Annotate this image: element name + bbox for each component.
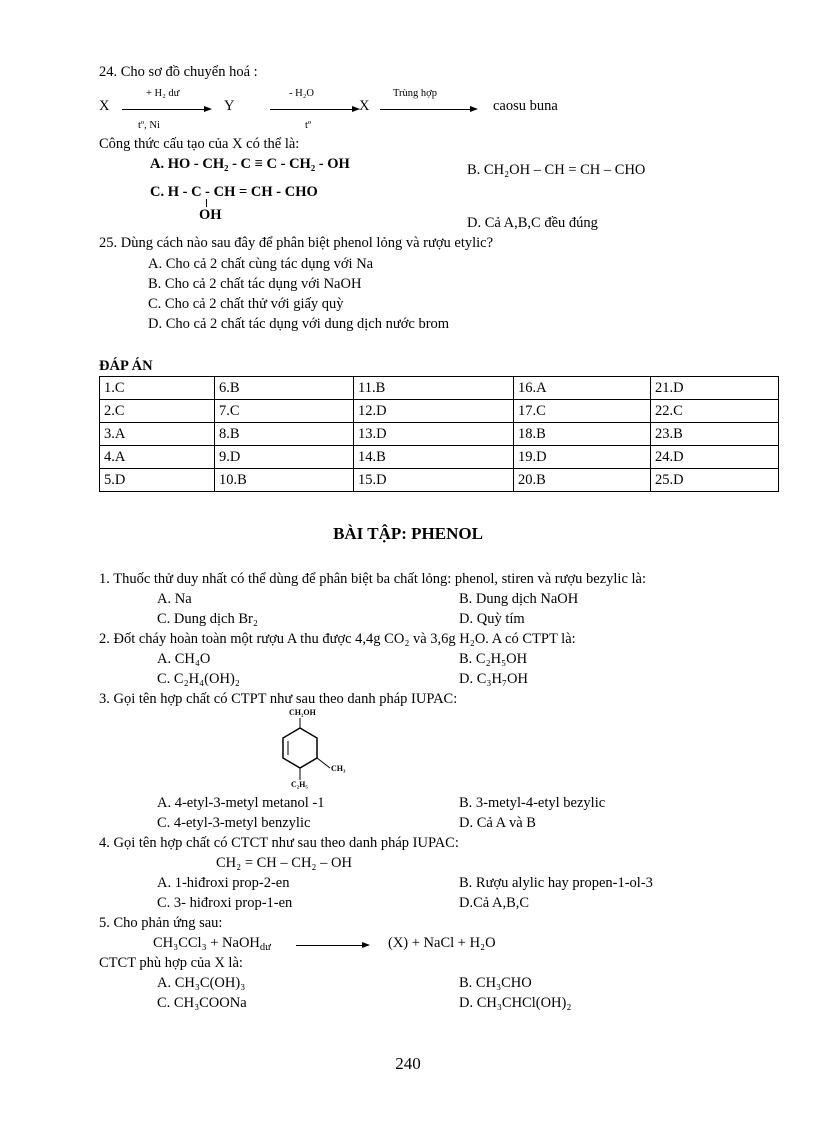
answer-cell: 5.D — [100, 469, 215, 492]
q24-option-a: A. HO - CH₂ - C ≡ C - CH₂ - OH — [150, 156, 350, 172]
answer-cell: 20.B — [514, 469, 651, 492]
q24-x1: X — [99, 98, 110, 114]
q24-y: Y — [224, 98, 235, 114]
q25-option-d: D. Cho cả 2 chất tác dụng với dung dịch nước brom — [148, 316, 450, 332]
answer-cell: 3.A — [100, 423, 215, 446]
p3-option-c: C. 4-etyl-3-metyl benzylic — [157, 815, 311, 831]
p1-stem: 1. Thuốc thử duy nhất có thể dùng để phân biệt ba chất lỏng: phenol, stiren và rượu bezylic là: — [99, 571, 646, 587]
answer-cell: 21.D — [651, 377, 779, 400]
section-title: BÀI TẬP: PHENOL — [333, 524, 483, 543]
q25-option-a: A. Cho cả 2 chất cùng tác dụng với Na — [148, 256, 374, 272]
p2-option-b: B. C₂H₅OH — [459, 651, 528, 667]
q24-stem: 24. Cho sơ đồ chuyển hoá : — [99, 64, 258, 80]
p2-option-a: A. CH₄O — [157, 651, 211, 667]
p4-option-a: A. 1-hiđroxi prop-2-en — [157, 875, 290, 891]
p3-option-b: B. 3-metyl-4-etyl bezylic — [459, 795, 606, 811]
answer-cell: 7.C — [215, 400, 354, 423]
p5-question: CTCT phù hợp của X là: — [99, 955, 243, 971]
p5-rhs: (X) + NaCl + H₂O — [388, 935, 496, 951]
answer-row — [100, 423, 779, 446]
answer-cell: 23.B — [651, 423, 779, 446]
q25-option-c: C. Cho cả 2 chất thử với giấy quỳ — [148, 296, 344, 312]
p5-stem: 5. Cho phản ứng sau: — [99, 915, 223, 931]
q24-arrow2-top: - H₂O — [289, 88, 314, 99]
p5-arrow — [296, 945, 368, 946]
answer-cell: 17.C — [514, 400, 651, 423]
q25-option-b: B. Cho cả 2 chất tác dụng với NaOH — [148, 276, 362, 292]
answer-cell: 6.B — [215, 377, 354, 400]
p5-option-b: B. CH₃CHO — [459, 975, 532, 991]
p3-option-d: D. Cả A và B — [459, 815, 536, 831]
answer-cell: 4.A — [100, 446, 215, 469]
answer-cell: 10.B — [215, 469, 354, 492]
p5-option-d: D. CH₃CHCl(OH)₂ — [459, 995, 572, 1011]
q24-arrow2-bottom: tº — [305, 120, 312, 131]
bond-ch3 — [317, 758, 330, 768]
q25-stem: 25. Dùng cách nào sau đây để phân biệt phenol lỏng và rượu etylic? — [99, 235, 494, 251]
benzene-structure — [260, 706, 360, 796]
answer-row — [100, 469, 779, 492]
p3-option-a: A. 4-etyl-3-metyl metanol -1 — [157, 795, 325, 811]
p1-option-c: C. Dung dịch Br₂ — [157, 611, 258, 627]
answer-cell: 2.C — [100, 400, 215, 423]
label-ch2oh: CH₂OH — [289, 708, 316, 717]
p2-stem: 2. Đốt cháy hoàn toàn một rượu A thu được 4,4g CO₂ và 3,6g H₂O. A có CTPT là: — [99, 631, 576, 647]
p5-lhs-subscript: dư — [259, 942, 271, 953]
p3-stem: 3. Gọi tên hợp chất có CTPT như sau theo danh pháp IUPAC: — [99, 691, 458, 707]
q24-arrow2 — [270, 109, 358, 110]
q24-option-c-oh: OH — [199, 207, 222, 223]
p4-option-b: B. Rượu alylic hay propen-1-ol-3 — [459, 875, 653, 891]
answer-heading: ĐÁP ÁN — [99, 358, 153, 374]
p4-option-c: C. 3- hiđroxi prop-1-en — [157, 895, 293, 911]
q24-caosu: caosu buna — [493, 98, 558, 114]
answer-cell: 24.D — [651, 446, 779, 469]
answer-cell: 15.D — [354, 469, 514, 492]
q24-arrow1-bottom: tº, Ni — [138, 120, 160, 131]
answer-cell: 22.C — [651, 400, 779, 423]
label-ch3: CH₃ — [331, 764, 346, 773]
answer-cell: 8.B — [215, 423, 354, 446]
answer-cell: 16.A — [514, 377, 651, 400]
page-number: 240 — [395, 1054, 421, 1073]
p5-option-a: A. CH₃C(OH)₃ — [157, 975, 246, 991]
answer-cell: 14.B — [354, 446, 514, 469]
p4-option-d: D.Cả A,B,C — [459, 895, 530, 911]
answer-row — [100, 377, 779, 400]
answer-row — [100, 400, 779, 423]
label-c2h5: C₂H₅ — [291, 780, 308, 789]
p4-formula: CH₂ = CH – CH₂ – OH — [216, 855, 352, 871]
q24-x2: X — [359, 98, 370, 114]
answer-cell: 11.B — [354, 377, 514, 400]
p1-option-b: B. Dung dịch NaOH — [459, 591, 579, 607]
answer-table — [99, 376, 779, 492]
p1-option-a: A. Na — [157, 591, 192, 607]
answer-cell: 13.D — [354, 423, 514, 446]
answer-row — [100, 446, 779, 469]
q24-arrow3 — [380, 109, 476, 110]
p5-lhs-formula: CH₃CCl₃ + NaOH — [153, 935, 260, 951]
q24-option-c: C. H - C - CH = CH - CHO — [150, 184, 318, 200]
p2-option-d: D. C₃H₇OH — [459, 671, 528, 687]
q24-option-d: D. Cả A,B,C đều đúng — [467, 215, 598, 231]
p5-lhs — [153, 936, 271, 954]
q24-option-c-bond — [206, 199, 207, 207]
q24-arrow1 — [122, 109, 210, 110]
answer-cell: 1.C — [100, 377, 215, 400]
p2-option-c: C. C₂H₄(OH)₂ — [157, 671, 240, 687]
q24-arrow1-top: + H₂ dư — [146, 88, 180, 99]
answer-cell: 25.D — [651, 469, 779, 492]
answer-cell: 18.B — [514, 423, 651, 446]
p5-option-c: C. CH₃COONa — [157, 995, 247, 1011]
answer-cell: 12.D — [354, 400, 514, 423]
q24-question: Công thức cấu tạo của X có thể là: — [99, 136, 300, 152]
p4-stem: 4. Gọi tên hợp chất có CTCT như sau theo danh pháp IUPAC: — [99, 835, 459, 851]
p1-option-d: D. Quỳ tím — [459, 611, 525, 627]
answer-cell: 9.D — [215, 446, 354, 469]
q24-arrow3-top: Trùng hợp — [393, 88, 437, 99]
answer-cell: 19.D — [514, 446, 651, 469]
q24-option-b: B. CH₂OH – CH = CH – CHO — [467, 162, 646, 178]
